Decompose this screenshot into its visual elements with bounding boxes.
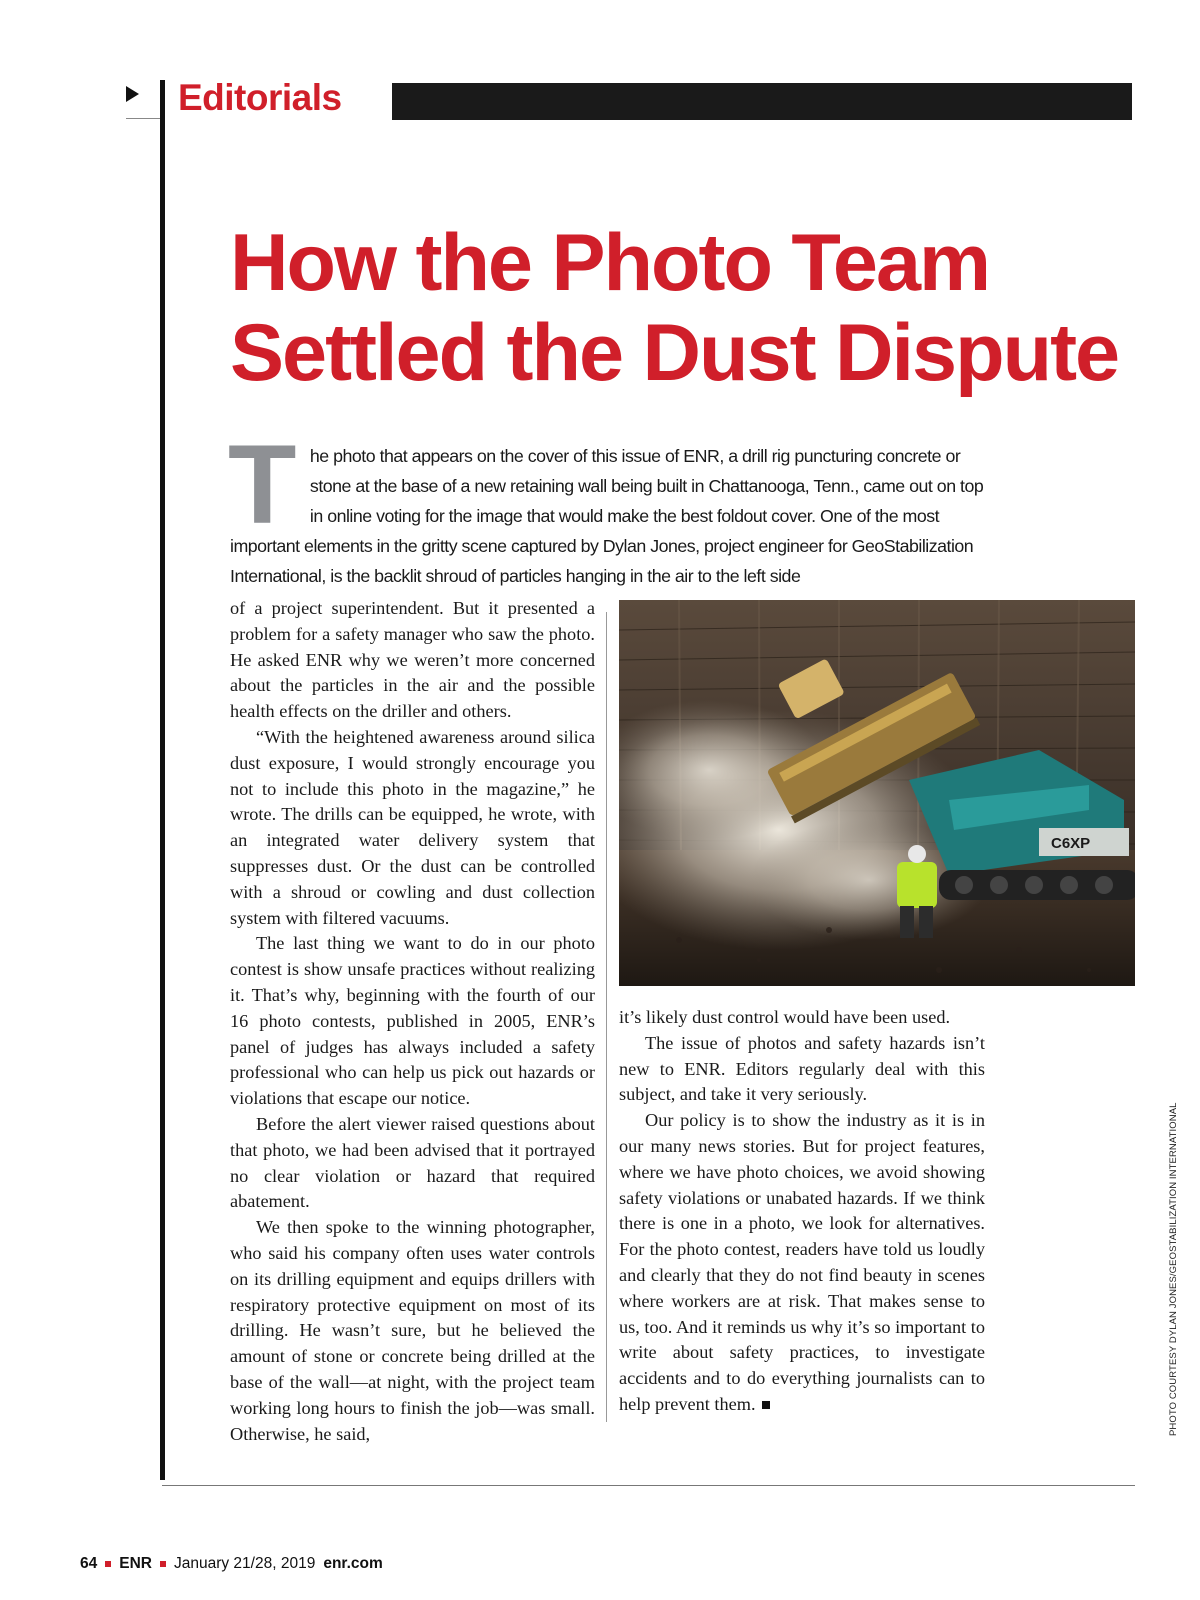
body-column-left	[230, 596, 595, 1447]
section-label: Editorials	[178, 77, 342, 118]
paragraph: of a project superintendent. But it presented a problem for a safety manager who saw the photo. He asked ENR why we weren’t more concerned about the particles in the air and the possible health effects on the driller and others.	[230, 598, 595, 722]
page-number: 64	[80, 1555, 98, 1572]
paragraph: it’s likely dust control would have been used.	[619, 1007, 951, 1027]
end-mark-icon	[762, 1401, 770, 1409]
lede-text: he photo that appears on the cover of this issue of ENR, a drill rig puncturing concrete or stone at the base of a new retaining wall being built in Chattanooga, Tenn., came out on top in online voting for the image that would make the best foldout cover. One of the most important elements in the gritty scene captured by Dylan Jones, project engineer for GeoStabilization International, is the backlit shroud of particles hanging in the air to the left side	[230, 446, 984, 586]
paragraph: Before the alert viewer raised questions about that photo, we had been advised that it portrayed no clear violation or hazard that required abatement.	[230, 1113, 595, 1212]
machine-label: C6XP	[1051, 835, 1091, 852]
body-column-right	[619, 1005, 985, 1418]
photo-illustration	[619, 600, 1135, 986]
column-divider	[606, 612, 607, 1422]
drill-rig-photo	[619, 600, 1135, 986]
footer-separator-icon	[160, 1561, 166, 1567]
footer-separator-icon	[105, 1561, 111, 1567]
paragraph: We then spoke to the winning photographer, who said his company often uses water controls on its drilling equipment and equips drillers with respiratory protective equipment on most of its drilling. He wasn’t sure, but he believed the amount of stone or concrete being drilled at the base of the wall—at night, with the project team working long hours to finish the job—was small. Otherwise, he said,	[230, 1217, 595, 1444]
paragraph: “With the heightened awareness around silica dust exposure, I would strongly encourage you not to include this photo in the magazine,” he wrote. The drills can be equipped, he wrote, with an integrated water delivery system that suppresses dust. Or the dust can be controlled with a shroud or cowling and dust collection system with filtered vacuums.	[230, 726, 595, 928]
section-header-bar	[392, 83, 1132, 120]
website-link[interactable]: enr.com	[323, 1555, 383, 1572]
bottom-rule	[162, 1485, 1135, 1486]
paragraph: The last thing we want to do in our photo contest is show unsafe practices without realizing it. That’s why, beginning with the fourth of our 16 photo contests, published in 2005, ENR’s panel of judges has always included a safety professional who can help us pick out hazards or violations that escape our notice.	[230, 933, 595, 1109]
drop-cap: T	[228, 422, 296, 547]
lede-paragraph	[228, 422, 984, 591]
paragraph-text: Our policy is to show the industry as it is in our many news stories. But for project features, where we have photo choices, we avoid showing safety violations or unabated hazards. If we think there is one in a photo, we look for alternatives. For the photo contest, readers have told us loudly and clearly that they do not find beauty in scenes where workers are at risk. That makes sense to us, too. And it reminds us why it’s so important to write about safety practices, to investigate accidents and to do everything journalists can to help prevent them.	[619, 1110, 985, 1414]
section-arrow-icon	[126, 86, 139, 102]
issue-date: January 21/28, 2019	[173, 1555, 316, 1572]
paragraph	[619, 1108, 985, 1418]
headline: How the Photo Team Settled the Dust Dispute	[230, 218, 1119, 398]
section-hairline	[126, 118, 164, 119]
photo-credit: PHOTO COURTESY DYLAN JONES/GEOSTABILIZATION INTERNATIONAL	[1168, 1102, 1179, 1436]
publication-name: ENR	[119, 1555, 152, 1572]
page-footer	[80, 1555, 383, 1573]
left-vertical-rule	[160, 80, 165, 1480]
paragraph: The issue of photos and safety hazards isn’t new to ENR. Editors regularly deal with this subject, and take it very seriously.	[619, 1032, 985, 1105]
